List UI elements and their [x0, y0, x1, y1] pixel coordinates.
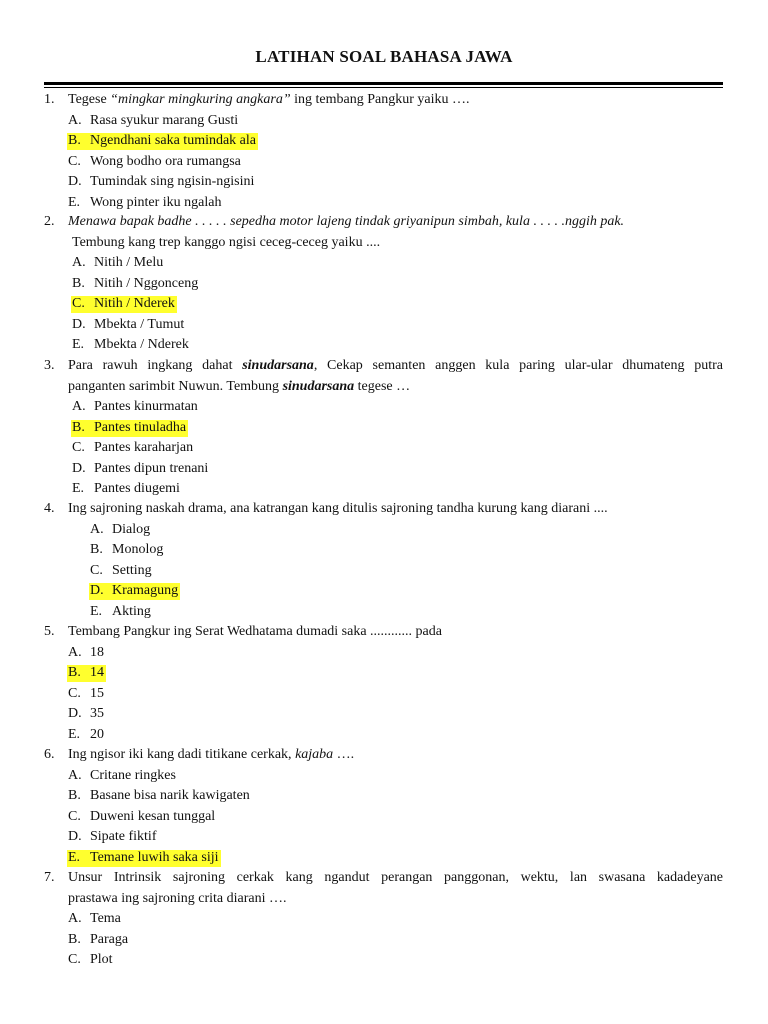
option-text: 15: [90, 685, 104, 701]
answer-option-d: [44, 172, 723, 193]
option-text: Nitih / Nderek: [94, 296, 175, 311]
answer-option-c: [44, 152, 723, 173]
option-text: Critane ringkes: [90, 767, 176, 783]
option-text: 20: [90, 726, 104, 742]
option-text: Monolog: [112, 542, 164, 557]
page-title: LATIHAN SOAL BAHASA JAWA: [255, 47, 513, 66]
option-text: Tumindak sing ngisin-ngisini: [90, 174, 255, 189]
title-rule-thick: [44, 82, 723, 85]
option-letter: C.: [68, 808, 81, 824]
answer-option-c: [44, 807, 723, 828]
question-6: [44, 745, 723, 868]
answer-option-a: [44, 643, 723, 664]
option-text: Nitih / Nggonceng: [94, 275, 199, 291]
option-text: Plot: [90, 952, 113, 967]
question-number: 4.: [44, 501, 55, 516]
answer-option-e: [44, 193, 723, 214]
answer-option-e: [44, 848, 723, 869]
answer-option-a: [44, 909, 723, 930]
question-7: [44, 868, 723, 971]
answer-option-d: [44, 704, 723, 725]
question-2: [44, 212, 723, 356]
answer-option-a: [44, 253, 723, 274]
option-letter: C.: [72, 296, 85, 311]
option-text: 14: [90, 665, 104, 680]
answer-option-c: [44, 684, 723, 705]
option-letter: A.: [90, 521, 104, 537]
option-letter: A.: [72, 399, 86, 414]
option-text: 35: [90, 706, 104, 721]
answer-option-e: [44, 725, 723, 746]
option-text: Pantes dipun trenani: [94, 460, 209, 476]
option-letter: A.: [68, 644, 82, 660]
option-text: Nitih / Melu: [94, 255, 164, 270]
option-text: Temane luwih saka siji: [90, 849, 219, 865]
answer-option-a: [44, 520, 723, 541]
question-text: Ing sajroning naskah drama, ana katrangan kang ditulis sajroning tandha kurung kang diarani ....: [68, 501, 608, 516]
question-number: 1.: [44, 92, 55, 107]
option-text: Mbekta / Tumut: [94, 316, 185, 332]
question-5: [44, 622, 723, 745]
answer-option-c: [44, 294, 723, 315]
option-letter: E.: [72, 337, 85, 352]
answer-option-b: [44, 786, 723, 807]
option-letter: D.: [72, 460, 86, 476]
option-letter: D.: [90, 583, 104, 598]
answer-option-a: [44, 111, 723, 132]
option-letter: B.: [68, 788, 81, 803]
option-letter: E.: [68, 849, 81, 865]
option-text: Sipate fiktif: [90, 829, 157, 844]
answer-option-d: [44, 827, 723, 848]
option-text: Pantes karaharjan: [94, 440, 194, 455]
question-text: Ing ngisor iki kang dadi titikane cerkak, kajaba ….: [68, 747, 355, 762]
option-text: Pantes diugemi: [94, 481, 180, 496]
option-letter: A.: [72, 255, 86, 270]
option-letter: B.: [90, 542, 103, 557]
option-text: Duweni kesan tunggal: [90, 808, 216, 824]
option-text: Pantes kinurmatan: [94, 399, 198, 414]
question-number: 2.: [44, 214, 55, 229]
option-text: Akting: [112, 603, 151, 619]
option-text: Kramagung: [112, 583, 179, 598]
option-letter: C.: [68, 952, 81, 967]
answer-option-d: [44, 459, 723, 480]
option-text: Setting: [112, 562, 152, 578]
option-text: 18: [90, 644, 104, 660]
question-text-line-1: Unsur Intrinsik sajroning cerkak kang ngandut perangan panggonan, wektu, lan swasana kadadeyane: [68, 870, 723, 885]
option-text: Paraga: [90, 931, 129, 947]
answer-option-b: [44, 274, 723, 295]
question-text-line-2: panganten sarimbit Nuwun. Tembung sinudarsana tegese …: [68, 378, 411, 394]
option-text: Dialog: [112, 521, 151, 537]
answer-option-b: [44, 131, 723, 152]
option-letter: A.: [68, 112, 82, 128]
option-letter: C.: [90, 562, 103, 578]
question-4: [44, 499, 723, 622]
answer-option-e: [44, 602, 723, 623]
title-rule-thin: [44, 87, 723, 88]
option-letter: E.: [68, 194, 81, 210]
option-letter: D.: [68, 174, 82, 189]
answer-option-b: [44, 540, 723, 561]
option-letter: D.: [72, 316, 86, 332]
option-letter: B.: [72, 275, 85, 291]
question-number: 5.: [44, 624, 55, 639]
option-letter: C.: [72, 440, 85, 455]
question-text: Menawa bapak badhe . . . . . sepedha motor lajeng tindak griyanipun simbah, kula . . . . .nggih pak.: [68, 214, 625, 229]
answer-option-a: [44, 397, 723, 418]
question-number: 6.: [44, 747, 55, 762]
option-letter: B.: [68, 665, 81, 680]
answer-option-a: [44, 766, 723, 787]
option-letter: E.: [68, 726, 81, 742]
answer-option-d: [44, 315, 723, 336]
option-letter: D.: [68, 706, 82, 721]
question-1: [44, 90, 723, 213]
answer-option-b: [44, 930, 723, 951]
option-text: Wong pinter iku ngalah: [90, 194, 222, 210]
option-letter: D.: [68, 829, 82, 844]
option-text: Rasa syukur marang Gusti: [90, 112, 239, 128]
option-letter: E.: [72, 481, 85, 496]
question-text: Tembang Pangkur ing Serat Wedhatama dumadi saka ............ pada: [68, 624, 442, 639]
option-letter: B.: [72, 419, 85, 435]
question-3: [44, 356, 723, 500]
question-number: 3.: [44, 358, 55, 373]
question-continuation: Tembung kang trep kanggo ngisi ceceg-ceceg yaiku ....: [72, 234, 381, 250]
answer-option-c: [44, 561, 723, 582]
answer-option-b: [44, 663, 723, 684]
option-text: Mbekta / Nderek: [94, 337, 189, 352]
option-letter: E.: [90, 603, 103, 619]
answer-option-e: [44, 335, 723, 356]
answer-option-b: [44, 418, 723, 439]
answer-option-d: [44, 581, 723, 602]
option-letter: B.: [68, 133, 81, 148]
option-letter: A.: [68, 911, 82, 926]
option-text: Wong bodho ora rumangsa: [90, 153, 241, 169]
option-text: Pantes tinuladha: [94, 419, 187, 435]
option-letter: C.: [68, 685, 81, 701]
question-text-line-1: Para rawuh ingkang dahat sinudarsana, Cekap semanten anggen kula paring ular-ular dhumateng putra: [68, 358, 723, 373]
question-text-line-2: prastawa ing sajroning crita diarani ….: [68, 890, 287, 906]
option-text: Tema: [90, 911, 121, 926]
option-letter: C.: [68, 153, 81, 169]
question-number: 7.: [44, 870, 55, 885]
option-text: Basane bisa narik kawigaten: [90, 788, 250, 803]
option-text: Ngendhani saka tumindak ala: [90, 133, 257, 148]
answer-option-c: [44, 950, 723, 971]
question-text: Tegese “mingkar mingkuring angkara” ing tembang Pangkur yaiku ….: [68, 92, 470, 107]
answer-option-e: [44, 479, 723, 500]
answer-option-c: [44, 438, 723, 459]
option-letter: A.: [68, 767, 82, 783]
option-letter: B.: [68, 931, 81, 947]
